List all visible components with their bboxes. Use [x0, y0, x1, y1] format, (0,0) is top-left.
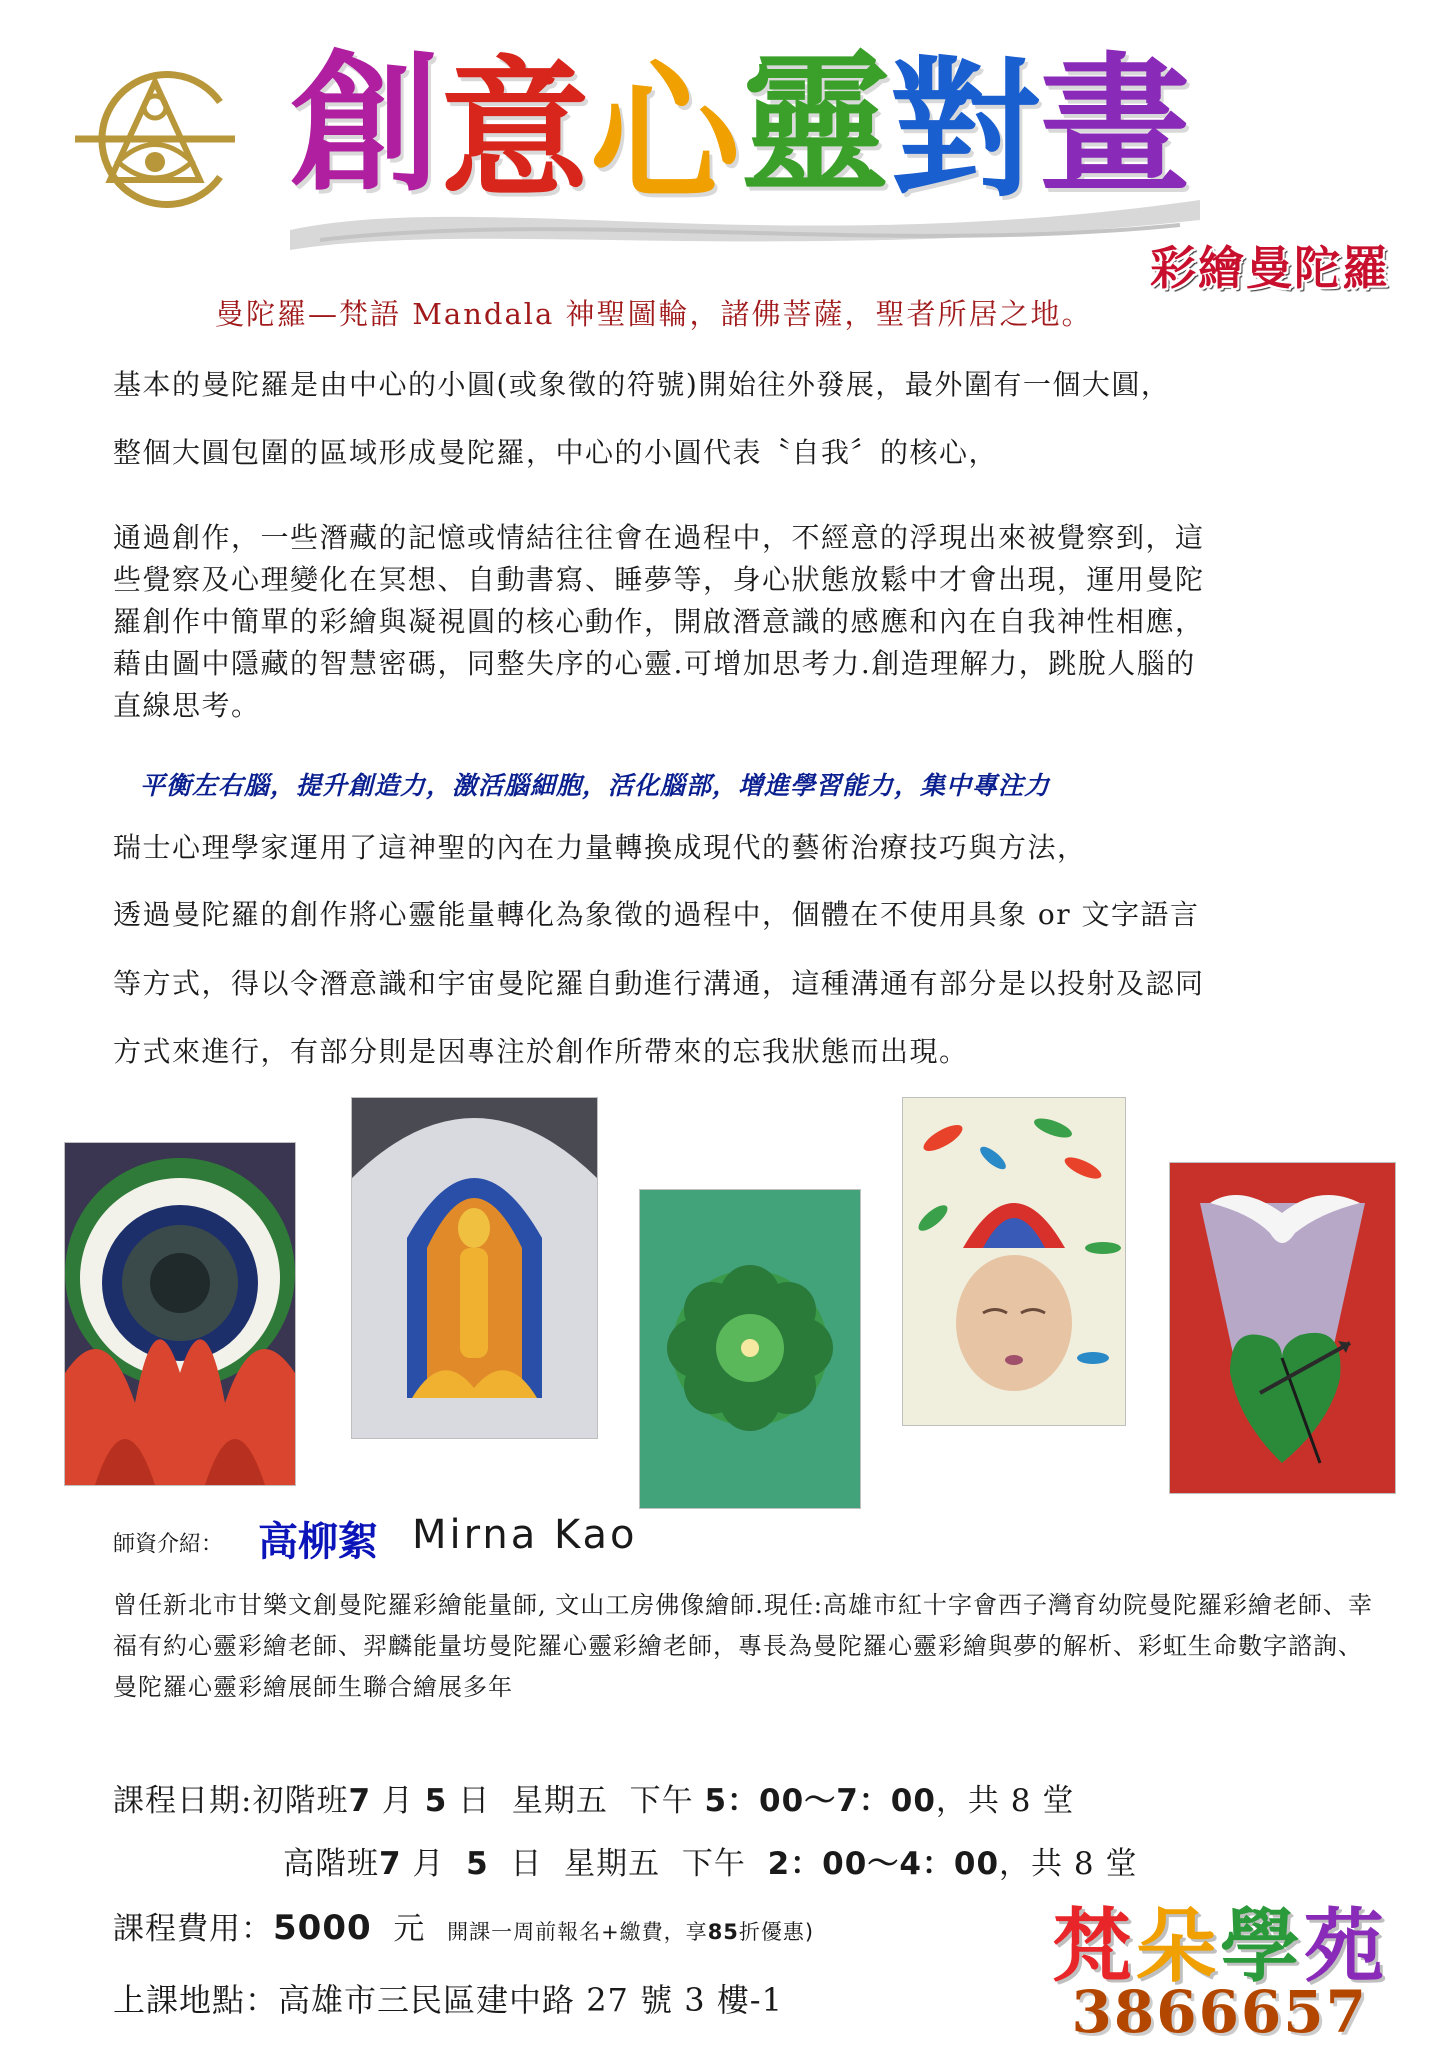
class-period: 下午: [681, 1846, 746, 1882]
course-fee: [113, 1903, 814, 1948]
creation-line: 羅創作中簡單的彩繪與凝視圓的核心動作，開啟潛意識的感應和內在自我神性相應，: [113, 605, 1205, 638]
subtitle: 彩繪曼陀羅: [1150, 241, 1390, 295]
month-unit: 月: [412, 1846, 445, 1882]
title-char: 意: [440, 44, 591, 218]
title-char: 創: [290, 38, 441, 212]
intro-line-2: 整個大圓包圍的區域形成曼陀羅，中心的小圓代表〝自我〞的核心，: [113, 436, 999, 469]
class-month: 7: [379, 1846, 402, 1882]
title-char: 靈: [740, 38, 891, 212]
class-month: 7: [348, 1783, 372, 1819]
academy-char: 苑: [1304, 1900, 1388, 1993]
day-unit: 日: [458, 1783, 491, 1819]
page-title: [290, 38, 1191, 260]
creation-line: 通過創作，一些潛藏的記憶或情結往往會在過程中，不經意的浮現出來被覺察到，這: [113, 521, 1205, 554]
course-date-beginner: [113, 1775, 1074, 1820]
class-sessions: ，共 8 堂: [999, 1846, 1138, 1882]
therapy-line-1: 瑞士心理學家運用了這神聖的內在力量轉換成現代的藝術治療技巧與方法，: [113, 831, 1087, 864]
therapy-line-2: 透過曼陀羅的創作將心靈能量轉化為象徵的過程中，個體在不使用具象 or 文字語言: [113, 898, 1200, 931]
teacher-bio: 曾任新北市甘樂文創曼陀羅彩繪能量師, 文山工房佛像繪師.現任:高雄市紅十字會西子灣育幼院曼陀羅彩繪老師、幸福有約心靈彩繪老師、羿麟能量坊曼陀羅心靈彩繪老師，專長為曼陀羅心靈彩繪與夢的解析、彩虹生命數字諮詢、曼陀羅心靈彩繪展師生聯合繪展多年: [113, 1591, 1373, 1701]
teacher-name-english: Mirna Kao: [412, 1512, 638, 1558]
class-time: 2：00～4：00: [767, 1846, 1000, 1882]
class-day: 5: [466, 1846, 489, 1882]
academy-char: 朵: [1136, 1900, 1220, 1993]
fee-label: 課程費用：: [113, 1911, 273, 1947]
academy-char: 學: [1220, 1900, 1304, 1993]
academy-char: 梵: [1052, 1900, 1136, 1993]
teacher-name: 高柳絮: [258, 1519, 378, 1565]
benefits-highlight: 平衡左右腦，提升創造力，激活腦細胞，活化腦部，增進學習能力，集中專注力: [140, 771, 1051, 800]
course-date-advanced: [283, 1838, 1137, 1883]
month-unit: 月: [381, 1783, 414, 1819]
creation-line: 直線思考。: [113, 689, 261, 722]
fee-unit: 元: [393, 1911, 426, 1947]
title-char: 畫: [1040, 40, 1191, 214]
painting-lotus-face: [903, 1098, 1125, 1425]
location-label: 上課地點：: [113, 1981, 279, 2019]
academy-phone: 3866657: [1071, 1978, 1368, 2046]
creation-line: 藉由圖中隱藏的智慧密碼，同整失序的心靈.可增加思考力.創造理解力，跳脫人腦的: [113, 647, 1196, 680]
class-weekday: 星期五: [564, 1846, 661, 1882]
academy-logo-icon: [70, 62, 240, 212]
teacher-label: 師資介紹：: [113, 1532, 224, 1557]
title-char: 心: [590, 48, 741, 222]
day-unit: 日: [510, 1846, 543, 1882]
title-char: 對: [890, 44, 1041, 218]
creation-line: 些覺察及心理變化在冥想、自動書寫、睡夢等，身心狀態放鬆中才會出現，運用曼陀: [113, 563, 1205, 596]
class-time: 5：00～7：00: [704, 1783, 936, 1819]
creation-paragraph: [113, 517, 1205, 727]
class-name: 初階班: [252, 1783, 349, 1819]
class-sessions: ，共 8 堂: [935, 1783, 1075, 1819]
mandala-definition: 曼陀羅—梵語 Mandala 神聖圖輪，諸佛菩薩，聖者所居之地。: [215, 297, 1093, 331]
course-date-label: 課程日期:: [113, 1783, 253, 1819]
painting-dove-heart: [1170, 1163, 1395, 1493]
therapy-line-3: 等方式，得以令潛意識和宇宙曼陀羅自動進行溝通，這種溝通有部分是以投射及認同: [113, 967, 1205, 1000]
class-day: 5: [424, 1783, 448, 1819]
location-address: 高雄市三民區建中路 27 號 3 樓-1: [278, 1981, 783, 2019]
class-name: 高階班: [283, 1846, 379, 1882]
class-weekday: 星期五: [511, 1783, 608, 1819]
therapy-line-4: 方式來進行，有部分則是因專注於創作所帶來的忘我狀態而出現。: [113, 1035, 969, 1068]
painting-eye-lotus: [65, 1143, 295, 1485]
class-period: 下午: [629, 1783, 694, 1819]
painting-green-mandala: [640, 1190, 860, 1508]
fee-amount: 5000: [273, 1908, 372, 1948]
fee-note-text: 開課一周前報名+繳費，享: [447, 1920, 708, 1944]
fee-discount-note: [447, 1920, 814, 1944]
intro-line-1: 基本的曼陀羅是由中心的小圓(或象徵的符號)開始往外發展，最外圍有一個大圓，: [113, 368, 1171, 401]
painting-golden-buddha: [352, 1098, 597, 1438]
fee-note-number: 85: [707, 1920, 739, 1944]
fee-note-text: 折優惠): [738, 1920, 815, 1944]
course-location: [113, 1975, 783, 2021]
